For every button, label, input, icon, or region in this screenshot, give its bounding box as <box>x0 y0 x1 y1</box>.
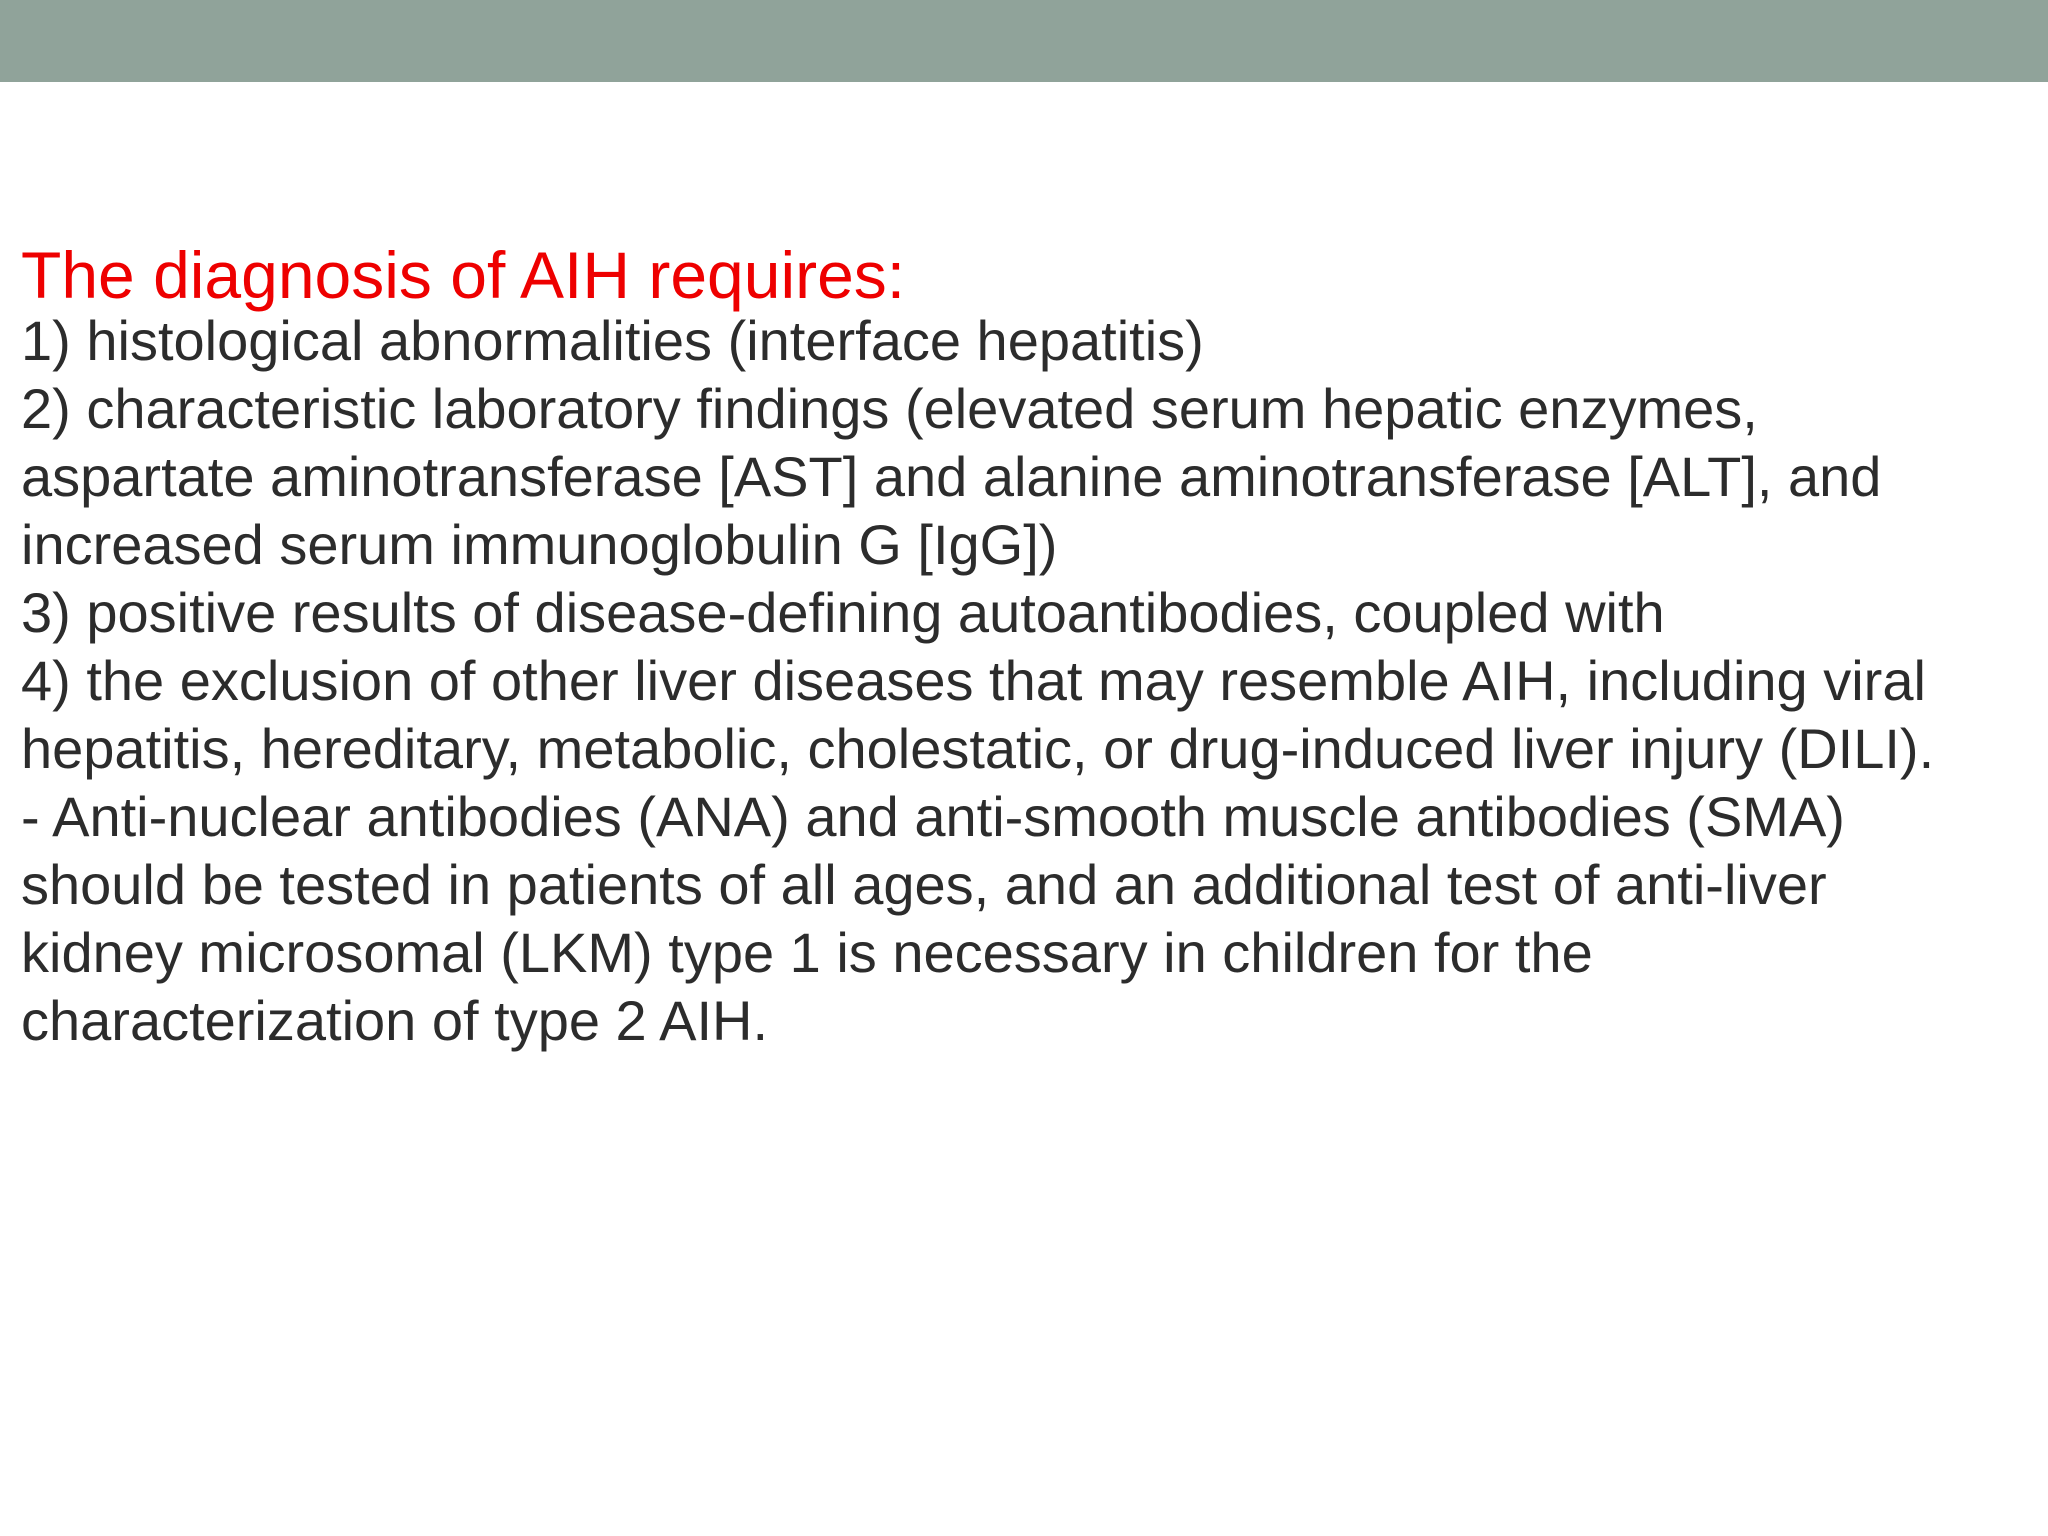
note-line-1: - Anti-nuclear antibodies (ANA) and anti-smooth muscle antibodies (SMA) <box>21 785 1845 848</box>
slide-heading: The diagnosis of AIH requires: <box>21 238 906 312</box>
slide-content <box>21 237 2021 1055</box>
header-band <box>0 0 2048 82</box>
note-line-2: should be tested in patients of all ages, and an additional test of anti-liver <box>21 853 1827 916</box>
criterion-2-line-1: 2) characteristic laboratory findings (elevated serum hepatic enzymes, <box>21 377 1758 440</box>
criterion-2-line-3: increased serum immunoglobulin G [IgG]) <box>21 513 1058 576</box>
note-line-3: kidney microsomal (LKM) type 1 is necessary in children for the <box>21 921 1593 984</box>
criterion-1: 1) histological abnormalities (interface hepatitis) <box>21 309 1204 372</box>
criterion-4-line-2: hepatitis, hereditary, metabolic, cholestatic, or drug-induced liver injury (DILI). <box>21 717 1935 780</box>
criterion-4-line-1: 4) the exclusion of other liver diseases that may resemble AIH, including viral <box>21 649 1926 712</box>
note-line-4: characterization of type 2 AIH. <box>21 989 769 1052</box>
criterion-3: 3) positive results of disease-defining autoantibodies, coupled with <box>21 581 1665 644</box>
criterion-2-line-2: aspartate aminotransferase [AST] and alanine aminotransferase [ALT], and <box>21 445 1882 508</box>
